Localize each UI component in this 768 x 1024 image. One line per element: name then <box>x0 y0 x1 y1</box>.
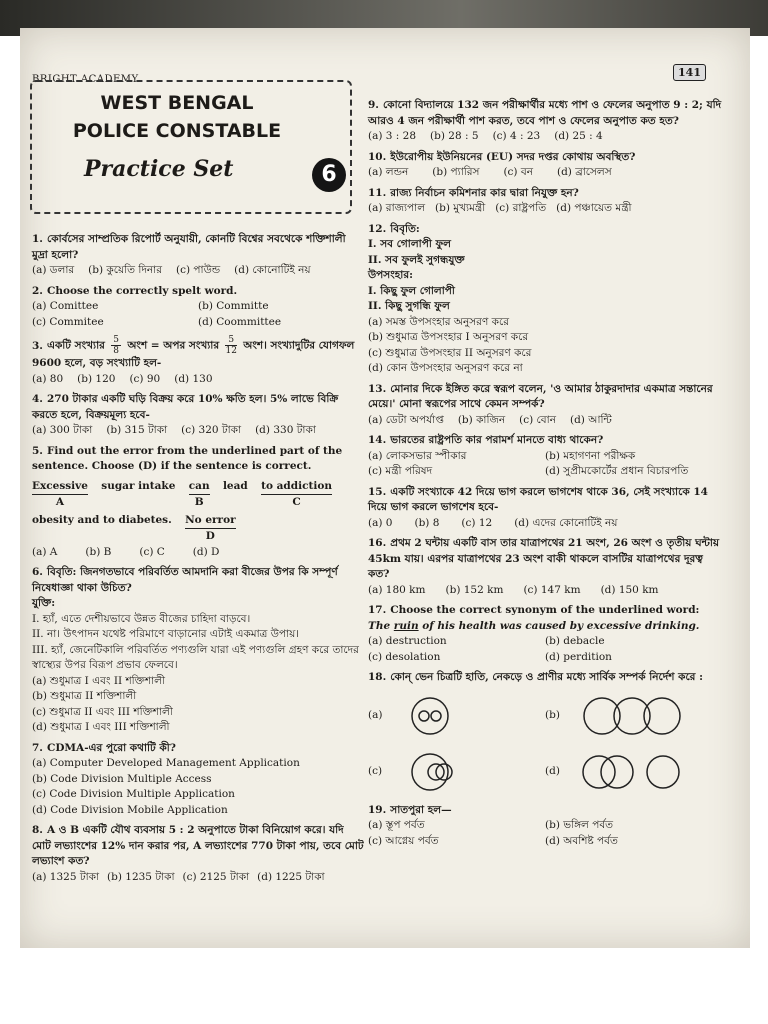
question-16: 16. প্রথম 2 ঘন্টায় একটি বাস তার যাত্রাপথের 21 অংশ, 26 অংশ ও তৃতীয় ঘন্টায় 45km যায়। এরপর যাত্রাপথের 23 অংশ বাকী থাকলে বাসটির যাত্রাপথের দূরত্ব কত? (a) 180 km (b) 152 km (c) 147 km (d) 150 km <box>368 536 722 598</box>
question-5: 5. Find out the error from the underlined part of the sentence. Choose (D) if the sentence is correct. Excessive A sugar intake can B lead to addiction C obesity and to diabetes. No error D (a) A (b) B (c) C (d) D <box>32 444 364 561</box>
options: (a) Comittee (b) Committe (c) Commitee (d) Coommittee <box>32 300 282 328</box>
question-6: 6. বিবৃতি: জিনগতভাবে পরিবর্তিত আমদানি করা বীজের উপর কি সম্পূর্ণ নিষেধাজ্ঞা থাকা উচিত? যুক্তি: I. হ্যাঁ, এতে দেশীয়ভাবে উন্নত বীজের চাহিদা বাড়বে। II. না। উৎপাদন যথেষ্ট পরিমাণে বাড়ানোর এটাই একমাত্র উপায়। III. হ্যাঁ, জেনেটিকালি পরিবর্তিত পণ্যগুলি যারা এই পণ্যগুলি গ্রহণ করে তাদের স্বাস্থ্যের উপর বিরূপ প্রভাব ফেলবে। (a) শুধুমাত্র I এবং II শক্তিশালী (b) শুধুমাত্র II শক্তিশালী (c) শুধুমাত্র II এবং III শক্তিশালী (d) শুধুমাত্র I এবং III শক্তিশালী <box>32 566 359 733</box>
banner-line3: Practice Set <box>84 156 234 182</box>
options: (a) স্তূপ পর্বত (b) ভঙ্গিল পর্বত (c) আগ্নেয় পর্বত (d) অবশিষ্ট পর্বত <box>368 819 618 847</box>
title-banner <box>30 80 352 214</box>
venn-diagram-b <box>577 694 687 738</box>
banner-line1: WEST BENGAL <box>100 92 254 114</box>
venn-diagram-c <box>400 750 470 794</box>
sentence: The ruin of his health was caused by excessive drinking. <box>368 619 700 632</box>
options: (a) 180 km (b) 152 km (c) 147 km (d) 150 km <box>368 583 659 596</box>
options: (a) destruction (b) debacle (c) desolation (d) perdition <box>368 635 612 663</box>
options: (a) লোকসভার স্পীকার (b) মহাগণনা পরীক্ষক (c) মন্ত্রী পরিষদ (d) সুপ্রীমকোর্টের প্রধান বিচারপতি <box>368 449 689 477</box>
question-18: 18. কোন্ ভেন চিত্রটি হাতি, নেকড়ে ও প্রাণীর মধ্যে সার্বিক সম্পর্ক নির্দেশ করে : (a) (b) (c) (d) <box>368 670 722 798</box>
banner-line2: POLICE CONSTABLE <box>72 120 282 142</box>
right-column <box>368 98 722 854</box>
left-column <box>32 232 364 890</box>
question-17: 17. Choose the correct synonym of the underlined word: The ruin of his health was caused by excessive drinking. (a) destruction (b) debacle (c) desolation (d) perdition <box>368 603 722 665</box>
options: (a) A (b) B (c) C (d) D <box>32 545 220 558</box>
fraction: $\frac{5}{8}$ <box>113 335 119 356</box>
question-15: 15. একটি সংখ্যাকে 42 দিয়ে ভাগ করলে ভাগশেষ থাকে 36, সেই সংখ্যাকে 14 দিয়ে ভাগ করলে ভাগশেষ হবে- (a) 0 (b) 8 (c) 12 (d) এদের কোনোটিই নয় <box>368 485 722 532</box>
question-4: 4. 270 টাকার একটি ঘড়ি বিক্রয় করে 10% ক্ষতি হল। 5% লাভে বিক্রি করতে হলে, বিক্রয়মূল্য হবে- (a) 300 টাকা (b) 315 টাকা (c) 320 টাকা (d) 330 টাকা <box>32 392 364 439</box>
question-14: 14. ভারতের রাষ্ট্রপতি কার পরামর্শ মানতে বাধ্য থাকেন? (a) লোকসভার স্পীকার (b) মহাগণনা পরীক্ষক (c) মন্ত্রী পরিষদ (d) সুপ্রীমকোর্টের প্রধান বিচারপতি <box>368 433 722 480</box>
venn-diagram-d <box>577 750 687 794</box>
venn-diagram-a <box>400 694 460 738</box>
options: (a) 1325 টাকা (b) 1235 টাকা (c) 2125 টাকা (d) 1225 টাকা <box>32 870 325 883</box>
venn-options: (a) (b) (c) (d) <box>368 690 722 798</box>
question-3: 3. একটি সংখ্যার $\frac{5}{8}$ অংশ = অপর সংখ্যার $\frac{5}{12}$ অংশ। সংখ্যাদুটির যোগফল 9600 হলে, বড় সংখ্যাটি হল- (a) 80 (b) 120 (c) 90 (d) 130 <box>32 335 364 387</box>
question-1: 1. কোর্বসের সাম্প্রতিক রিপোর্ট অনুযায়ী, কোনটি বিশ্বের সবথেকে শক্তিশালী মুদ্রা হলো? (a) ডলার (b) কুয়েতি দিনার (c) পাউন্ড (d) কোনোটিই নয় <box>32 232 364 279</box>
options: (a) রাজ্যপাল (b) মুখ্যমন্ত্রী (c) রাষ্ট্রপতি (d) পঞ্চায়েত মন্ত্রী <box>368 202 632 214</box>
question-12: 12. বিবৃতি: I. সব গোলাপী ফুল II. সব ফুলই সুগন্ধযুক্ত উপসংহার: I. কিছু ফুল গোলাপী II. কিছু সুগন্ধি ফুল (a) সমস্ত উপসংহার অনুসরণ করে (b) শুধুমাত্র উপসংহার I অনুসরণ করে (c) শুধুমাত্র উপসংহার II অনুসরণ করে (d) কোন উপসংহার অনুসরণ করে না <box>368 222 532 374</box>
question-2: 2. Choose the correctly spelt word. (a) Comittee (b) Committe (c) Commitee (d) Coommittee <box>32 284 364 331</box>
question-13: 13. মোনার দিকে ইঙ্গিত করে স্বরূপ বলেন, 'ও আমার ঠাকুরদাদার একমাত্র সন্তানের মেয়ে।' মোনা স্বরূপের সাথে কেমন সম্পর্ক? (a) ডেটা অপর্যাপ্ত (b) কাজিন (c) বোন (d) আন্টি <box>368 382 722 429</box>
options: (a) 300 টাকা (b) 315 টাকা (c) 320 টাকা (d) 330 টাকা <box>32 424 316 436</box>
options: (a) লন্ডন (b) প্যারিস (c) বন (d) ব্রাসেলস <box>368 166 612 178</box>
brand-header: BRIGHT ACADEMY <box>32 74 139 85</box>
options: (a) 3 : 28 (b) 28 : 5 (c) 4 : 23 (d) 25 : 4 <box>368 130 603 142</box>
fraction: $\frac{5}{12}$ <box>225 335 237 356</box>
options: (a) ডেটা অপর্যাপ্ত (b) কাজিন (c) বোন (d) আন্টি <box>368 413 612 426</box>
question-11: 11. রাজ্য নির্বাচন কমিশনার কার দ্বারা নিযুক্ত হন? (a) রাজ্যপাল (b) মুখ্যমন্ত্রী (c) রাষ্ট্রপতি (d) পঞ্চায়েত মন্ত্রী <box>368 186 722 217</box>
error-sentence: Excessive A sugar intake can B lead to addiction C obesity and to diabetes. No error D <box>32 479 332 542</box>
question-8: 8. A ও B একটি যৌথ ব্যবসায় 5 : 2 অনুপাতে টাকা বিনিয়োগ করে। যদি মোট লভ্যাংশের 12% দান করার পর, A লভ্যাংশের 770 টাকা পায়, তবে মোট লভ্যাংশ কত? (a) 1325 টাকা (b) 1235 টাকা (c) 2125 টাকা (d) 1225 টাকা <box>32 823 364 885</box>
options: (a) 0 (b) 8 (c) 12 (d) এদের কোনোটিই নয় <box>368 516 618 529</box>
question-7: 7. CDMA-এর পুরো কথাটি কী? (a) Computer Developed Management Application (b) Code Division Multiple Access (c) Code Division Multiple Application (d) Code Division Mobile Application <box>32 741 300 816</box>
page-number: 141 <box>673 64 706 81</box>
options: (a) ডলার (b) কুয়েতি দিনার (c) পাউন্ড (d) কোনোটিই নয় <box>32 264 311 276</box>
set-number-badge: 6 <box>312 158 346 192</box>
question-19: 19. সাতপুরা হল— (a) স্তূপ পর্বত (b) ভঙ্গিল পর্বত (c) আগ্নেয় পর্বত (d) অবশিষ্ট পর্বত <box>368 803 722 850</box>
question-9: 9. কোনো বিদ্যালয়ে 132 জন পরীক্ষার্থীর মধ্যে পাশ ও ফেলের অনুপাত 9 : 2; যদি আরও 4 জন পরীক্ষার্থী পাশ করত, তবে পাশ ও ফেলের অনুপাত কত হত? (a) 3 : 28 (b) 28 : 5 (c) 4 : 23 (d) 25 : 4 <box>368 98 722 145</box>
question-10: 10. ইউরোপীয় ইউনিয়নের (EU) সদর দপ্তর কোথায় অবস্থিত? (a) লন্ডন (b) প্যারিস (c) বন (d) ব্রাসেলস <box>368 150 722 181</box>
options: (a) 80 (b) 120 (c) 90 (d) 130 <box>32 372 213 385</box>
